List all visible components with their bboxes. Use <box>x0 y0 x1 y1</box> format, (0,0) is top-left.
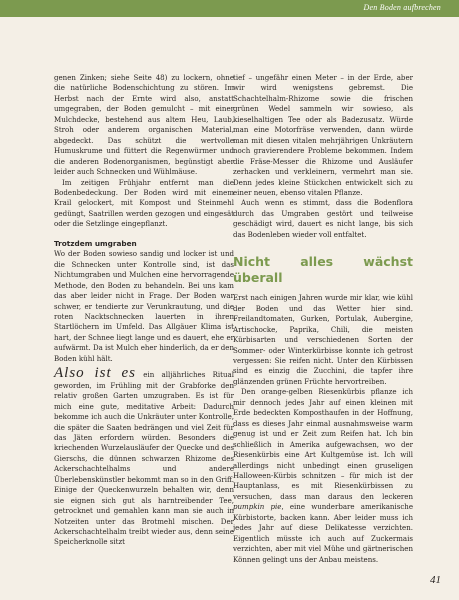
paragraph: genen Zinken; siehe Seite 48) zu lockern, ohne die natürliche Bodenschichtung zu stören. Im Herbst nach der Ernte wird also, anstatt umgegraben, der Boden gemulcht – mit einer Mulchdecke, bestehend aus altem Heu, Laub, Stroh oder anderem organischen Material, abgedeckt. Das schützt die wertvolle Humuskrume und füttert die Regenwürmer und die anderen Bodenorganismen, begünstigt aber leider auch Schnecken und Wühlmäuse. <box>54 73 234 177</box>
paragraph-text: ein alljährliches Ritual geworden, im Frühling mit der Grabforke den relativ großen Garten umzugraben. Es ist für mich eine gute, meditative Arbeit: Dadurch bekomme ich auch die Unkräuter unter Kontrolle, die später die Saaten bedrängen und viel Zeit für das Jäten erfordern würden. Besonders die kriechenden Wurzelausläufer der Quecke und des Gierschs, die dünnen schwarzen Rhizome des Ackerschachtelhalms und andere Überlebenskünstler bekommt man so in den Griff. Einige der Queckenwurzeln behalten wir, denn sie eignen sich gut als harntreibender Tee, getrocknet und gemahlen kann man sie auch in Notzeiten unter das Brotmehl mischen. Der Ackerschachtelhalm treibt wieder aus, denn seine Speicherknolle sitzt <box>54 370 235 547</box>
paragraph: Wo der Boden sowieso sandig und locker ist und die Schnecken unter Kontrolle sind, ist das Nichtumgraben und Mulchen eine hervorragende Methode, den Boden zu behandeln. Bei uns kam das aber leider nicht in Frage. Der Boden war schwer, er tendierte zur Verunkrautung, und die roten Nacktschnecken lauerten in ihren Startlöchern im Umfeld. Das Allgäuer Klima ist hart, der Schnee liegt lange und es dauert, ehe er aufwärmt. Da ist Mulch eher hinderlich, da er den Boden kühl hält. <box>54 249 235 363</box>
italic-term: pumpkin pie <box>233 502 282 512</box>
paragraph <box>233 387 413 565</box>
paragraph: Im zeitigen Frühjahr entfernt man die Bodenbedeckung. Der Boden wird mit einem Krail gelockert, mit Kompost und Steinmehl gedüngt, Saatrillen werden gezogen und eingesät oder die Setzlinge eingepflanzt. <box>54 177 234 229</box>
paragraph: Erst nach einigen Jahren wurde mir klar, wie kühl der Boden und das Wetter hier sind. Freilandtomaten, Gurken, Portulak, Aubergine, Artischocke, Paprika, Chili, die meisten Kürbisarten und verschiedenen Sorten der Sommer- oder Winterkürbisse konnte ich getrost vergessen: Sie reifen nicht. Unter den Kürbissen sind es einzig die Zucchini, die tapfer ihre glänzenden grünen Früchte hervortreiben. <box>233 293 413 386</box>
header-bar <box>0 0 459 17</box>
running-head: Den Boden aufbrechen <box>363 3 441 12</box>
left-column <box>54 73 234 548</box>
paragraph-with-script-intro <box>54 365 235 548</box>
handwritten-intro: Also ist es <box>54 365 136 382</box>
paragraph: tief – ungefähr einen Meter – in der Erde, aber wir wird wenigstens gebremst. Die Schachtelhalm-Rhizome sowie die frischen grünen Wedel sammeln wir sowieso, als kieselhaltigen Tee oder als Badezusatz. Würde man eine Motorfräse verwenden, dann würde man mit diesen vitalen mehrjährigen Unkräutern noch gravierendere Probleme bekommen. Indem die Fräse-Messer die Rhizome und Ausläufer zerhacken und verkleinern, vermehrt man sie. Denn jedes kleine Stückchen entwickelt sich zu einer neuen, ebenso vitalen Pflanze. <box>233 73 413 197</box>
paragraph-text: Den orange-gelben Riesenkürbis pflanze ich mir dennoch jedes Jahr auf einen kleinen mit Erde bedeckten Komposthaufen in der Hoffnung, dass es dieses Jahr einmal ausnahmsweise warm genug ist und er Zeit zum Reifen hat. Ich bin schließlich in Amerika aufgewachsen, wo der Riesenkürbis eine Art Kultgemüse ist. Ich will allerdings nicht unbedingt einen gruseligen Halloween-Kürbis schnitzen – für mich ist der Hauptanlass, es mit Riesenkürbissen zu versuchen, dass man daraus den leckeren <box>233 387 413 501</box>
right-column <box>233 73 413 565</box>
section-title: Nicht alles wächst überall <box>233 254 413 286</box>
paragraph: Auch wenn es stimmt, dass die Bodenflora durch das Umgraben gestört und teilweise geschädigt wird, dauert es nicht lange, bis sich das Bodenleben wieder voll entfaltet. <box>233 198 413 239</box>
paragraph-text: , eine wunderbare amerikanische Kürbistorte, backen kann. Aber leider muss ich jedes Jahr auf diese Delikatesse verzichten. Eigentlich müsste ich auch auf Zuckermais verzichten, aber mit viel Mühe und gärtnerischen Können gelingt uns der Anbau meistens. <box>233 502 413 564</box>
page-number: 41 <box>430 574 441 586</box>
subheading: Trotzdem umgraben <box>54 238 137 248</box>
